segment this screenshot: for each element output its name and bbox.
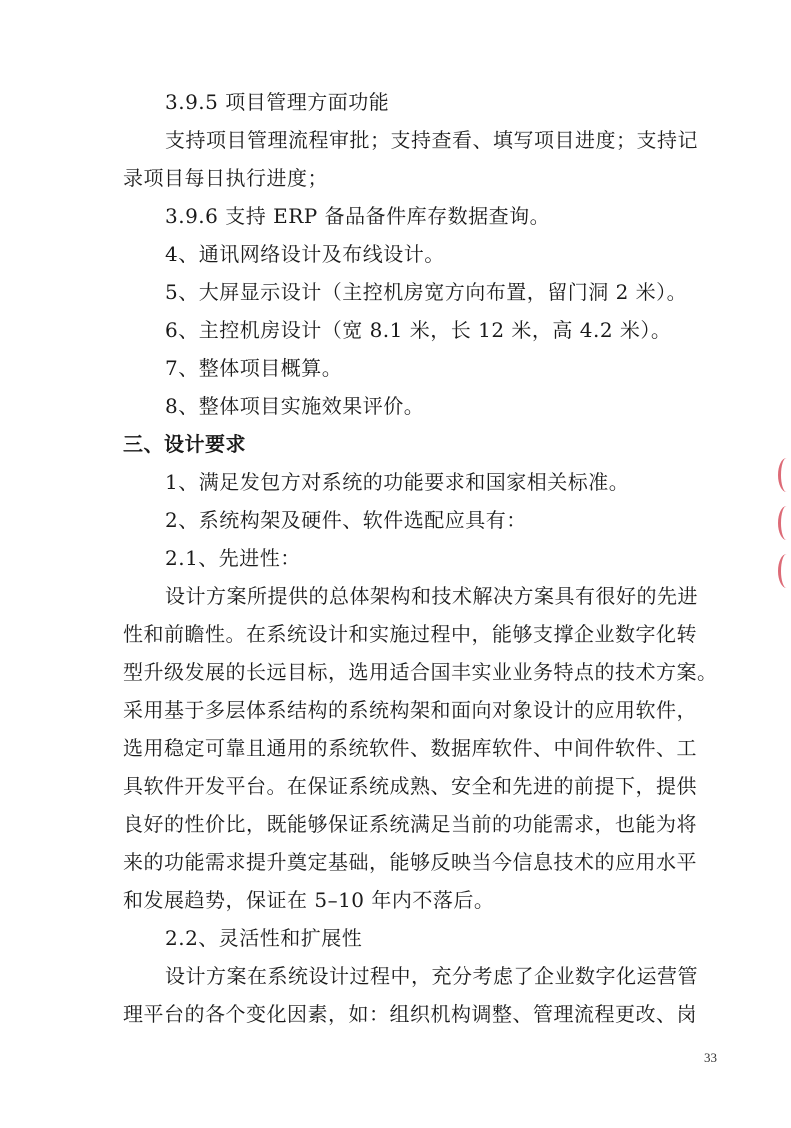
text-line: 采用基于多层体系结构的系统构架和面向对象设计的应用软件，: [123, 698, 697, 722]
list-item: 2、系统构架及硬件、软件选配应具有：: [165, 508, 527, 532]
list-item: 7、整体项目概算。: [165, 356, 343, 380]
text-line: 和发展趋势，保证在 5–10 年内不落后。: [123, 888, 495, 912]
seal-stamp-edge: [770, 448, 791, 618]
list-item: 5、大屏显示设计（主控机房宽方向布置，留门洞 2 米）。: [165, 280, 688, 304]
list-item: 6、主控机房设计（宽 8.1 米，长 12 米，高 4.2 米）。: [165, 318, 672, 342]
text-line: 良好的性价比，既能够保证系统满足当前的功能需求，也能为将: [123, 812, 697, 836]
section-heading-3-9-5: 3.9.5 项目管理方面功能: [165, 90, 390, 114]
list-item: 4、通讯网络设计及布线设计。: [165, 242, 445, 266]
section-heading-design-requirements: 三、设计要求: [123, 432, 246, 456]
list-item: 1、满足发包方对系统的功能要求和国家相关标准。: [165, 470, 630, 494]
text-line: 性和前瞻性。在系统设计和实施过程中，能够支撑企业数字化转: [123, 622, 697, 646]
text-line: 理平台的各个变化因素，如：组织机构调整、管理流程更改、岗: [123, 1002, 697, 1026]
text-line: 设计方案所提供的总体架构和技术解决方案具有很好的先进: [165, 584, 698, 608]
section-heading-3-9-6: 3.9.6 支持 ERP 备品备件库存数据查询。: [165, 204, 551, 228]
text-line: 具软件开发平台。在保证系统成熟、安全和先进的前提下，提供: [123, 774, 697, 798]
text-line: 选用稳定可靠且通用的系统软件、数据库软件、中间件软件、工: [123, 736, 697, 760]
text-line: 支持项目管理流程审批；支持查看、填写项目进度；支持记: [165, 128, 698, 152]
text-line: 来的功能需求提升奠定基础，能够反映当今信息技术的应用水平: [123, 850, 697, 874]
subsection-heading-2-1: 2.1、先进性：: [165, 546, 301, 570]
list-item: 8、整体项目实施效果评价。: [165, 394, 425, 418]
text-line: 设计方案在系统设计过程中，充分考虑了企业数字化运营管: [165, 964, 698, 988]
text-line: 录项目每日执行进度；: [123, 166, 328, 190]
page-number: 33: [704, 1050, 717, 1065]
text-line: 型升级发展的长远目标，选用适合国丰实业业务特点的技术方案。: [123, 660, 718, 684]
subsection-heading-2-2: 2.2、灵活性和扩展性: [165, 926, 363, 950]
